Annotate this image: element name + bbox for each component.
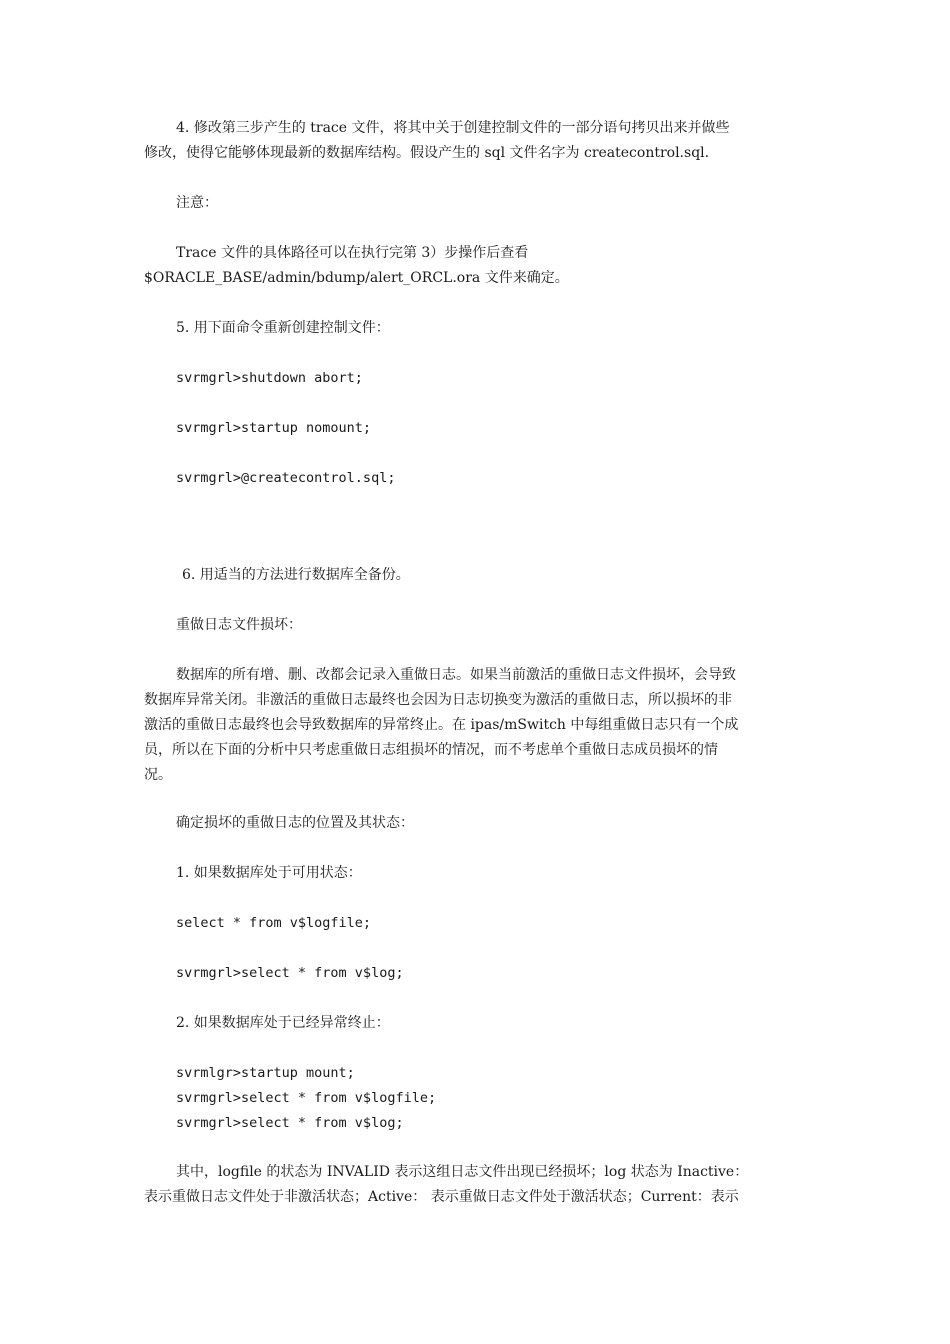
case1-command2: svrmgrl>select * from v$log;	[176, 965, 404, 981]
case1-command1: select * from v$logfile;	[176, 915, 372, 931]
step4-line1: 4. 修改第三步产生的 trace 文件，将其中关于创建控制文件的一部分语句拷贝出来并做些	[176, 120, 730, 136]
case2-command3: svrmgrl>select * from v$log;	[176, 1115, 404, 1131]
status-para-line1: 其中，logfile 的状态为 INVALID 表示这组日志文件出现已经损坏；log 状态为 Inactive：	[176, 1164, 749, 1180]
step5-text: 5. 用下面命令重新创建控制文件：	[176, 320, 390, 336]
redo-para-line2: 数据库异常关闭。非激活的重做日志最终也会因为日志切换变为激活的重做日志，所以损坏的非	[144, 692, 732, 708]
case1-text: 1. 如果数据库处于可用状态：	[176, 865, 362, 881]
command-startup-nomount: svrmgrl>startup nomount;	[176, 420, 372, 436]
redo-para-line3: 激活的重做日志最终也会导致数据库的异常终止。在 ipas/mSwitch 中每组重做日志只有一个成	[144, 717, 739, 733]
locate-heading: 确定损坏的重做日志的位置及其状态：	[176, 815, 414, 831]
step4-line2: 修改，使得它能够体现最新的数据库结构。假设产生的 sql 文件名字为 createcontrol.sql.	[144, 145, 710, 161]
status-para-line2: 表示重做日志文件处于非激活状态；Active： 表示重做日志文件处于激活状态；Current：表示	[144, 1189, 739, 1205]
command-shutdown: svrmgrl>shutdown abort;	[176, 370, 363, 386]
step6-text: 6. 用适当的方法进行数据库全备份。	[182, 567, 410, 583]
redo-heading: 重做日志文件损坏：	[176, 617, 302, 633]
command-createcontrol: svrmgrl>@createcontrol.sql;	[176, 470, 396, 486]
trace-path-line1: Trace 文件的具体路径可以在执行完第 3）步操作后查看	[176, 245, 529, 261]
trace-path-line2: $ORACLE_BASE/admin/bdump/alert_ORCL.ora 文件来确定。	[144, 270, 569, 286]
case2-command2: svrmgrl>select * from v$logfile;	[176, 1090, 437, 1106]
case2-text: 2. 如果数据库处于已经异常终止：	[176, 1015, 390, 1031]
redo-para-line5: 况。	[144, 767, 172, 783]
note-label: 注意：	[176, 195, 218, 211]
redo-para-line4: 员，所以在下面的分析中只考虑重做日志组损坏的情况，而不考虑单个重做日志成员损坏的情	[144, 742, 718, 758]
case2-command1: svrmlgr>startup mount;	[176, 1065, 355, 1081]
redo-para-line1: 数据库的所有增、删、改都会记录入重做日志。如果当前激活的重做日志文件损坏，会导致	[176, 667, 736, 683]
